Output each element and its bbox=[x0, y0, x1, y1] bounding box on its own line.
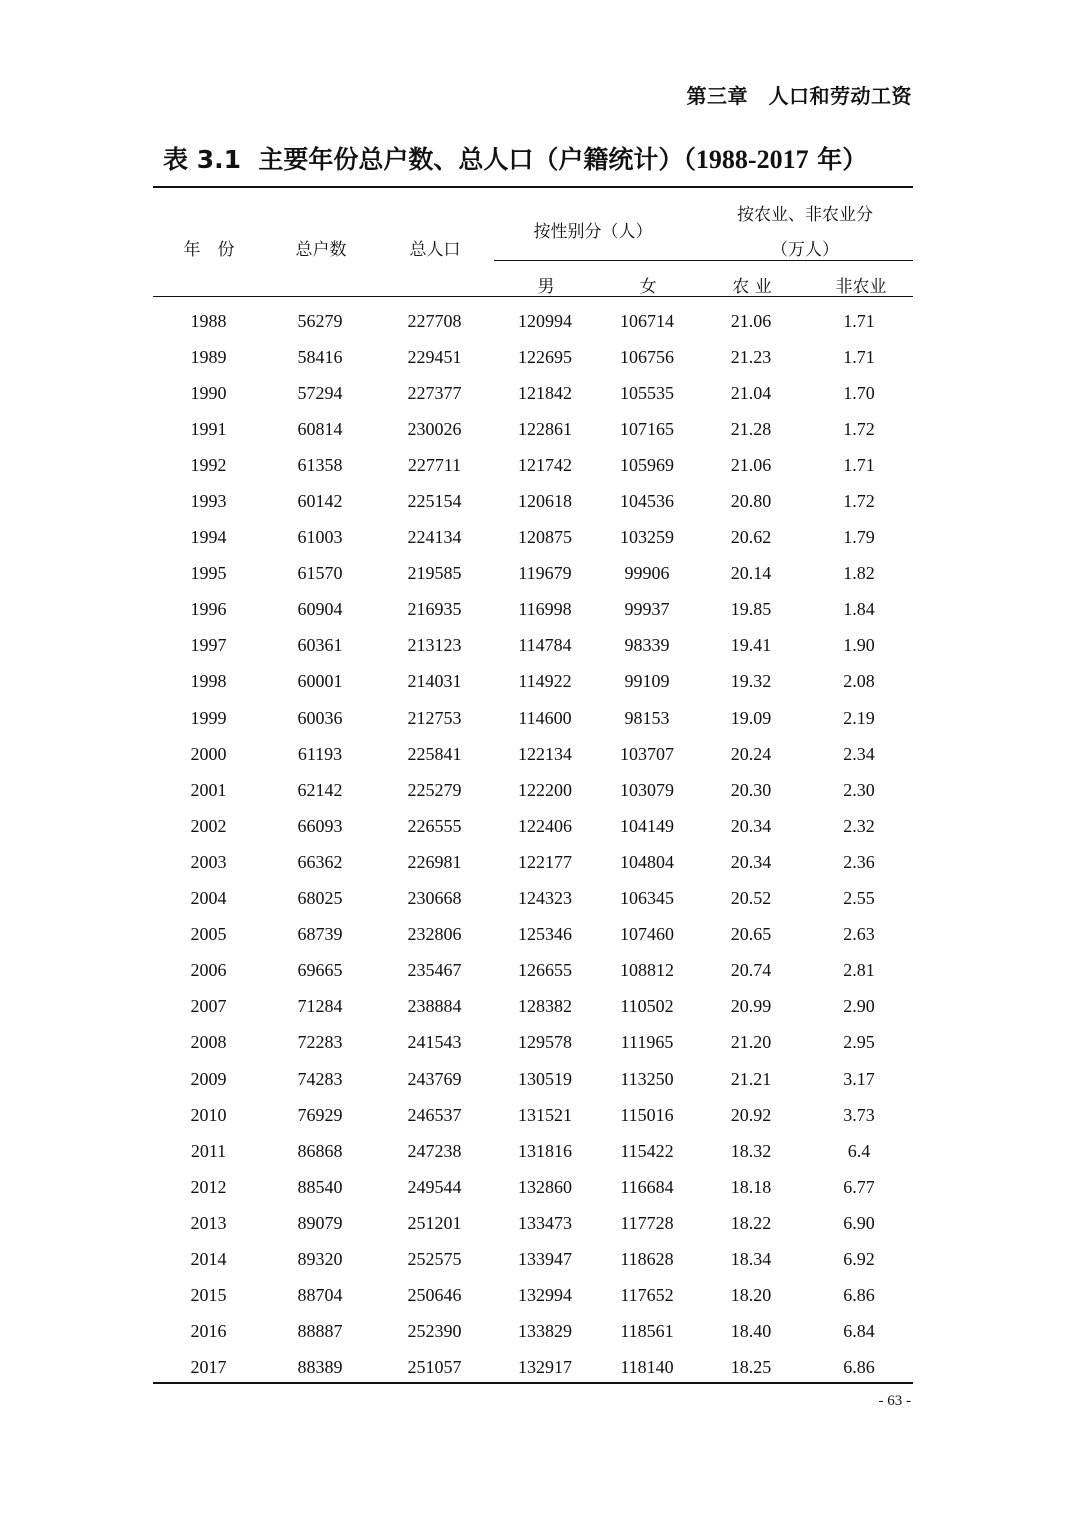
households-cell: 66093 bbox=[297, 815, 343, 836]
population-cell: 225154 bbox=[407, 491, 462, 512]
non-agri-cell: 1.82 bbox=[843, 563, 875, 584]
female-cell: 107460 bbox=[620, 924, 674, 945]
year-cell: 2014 bbox=[190, 1248, 227, 1269]
agri-cell: 21.04 bbox=[730, 382, 772, 403]
agri-cell: 20.52 bbox=[730, 888, 772, 909]
population-cell: 232806 bbox=[407, 924, 462, 945]
year-cell: 2002 bbox=[190, 815, 227, 836]
male-cell: 132860 bbox=[518, 1176, 572, 1197]
male-cell: 120875 bbox=[518, 527, 572, 548]
non-agri-cell: 6.92 bbox=[843, 1248, 875, 1269]
year-cell: 2010 bbox=[190, 1104, 227, 1125]
year-cell: 1992 bbox=[190, 454, 227, 475]
male-cell: 124323 bbox=[518, 888, 572, 909]
non-agri-cell: 6.90 bbox=[843, 1212, 875, 1233]
male-cell: 122861 bbox=[518, 418, 572, 439]
year-cell: 2004 bbox=[190, 888, 227, 909]
population-cell: 225841 bbox=[407, 743, 462, 764]
male-cell: 121842 bbox=[518, 382, 572, 403]
table-row bbox=[153, 520, 913, 556]
agri-cell: 21.06 bbox=[730, 310, 772, 331]
population-cell: 249544 bbox=[407, 1176, 462, 1197]
year-cell: 2009 bbox=[190, 1068, 227, 1089]
non-agri-cell: 2.08 bbox=[843, 671, 875, 692]
male-cell: 128382 bbox=[518, 996, 572, 1017]
population-cell: 230668 bbox=[407, 888, 462, 909]
households-cell: 86868 bbox=[297, 1140, 343, 1161]
year-cell: 2015 bbox=[190, 1285, 227, 1306]
non-agri-cell: 6.86 bbox=[843, 1285, 875, 1306]
population-cell: 252390 bbox=[407, 1321, 462, 1342]
table-row bbox=[153, 1278, 913, 1314]
population-cell: 214031 bbox=[407, 671, 462, 692]
households-cell: 62142 bbox=[297, 779, 343, 800]
table-row bbox=[153, 953, 913, 989]
male-cell: 114922 bbox=[518, 671, 572, 692]
population-cell: 212753 bbox=[407, 707, 462, 728]
non-agri-cell: 1.79 bbox=[843, 527, 875, 548]
agri-cell: 21.23 bbox=[730, 346, 772, 367]
chapter-header: 第三章 人口和劳动工资 bbox=[686, 84, 912, 108]
table-row bbox=[153, 1133, 913, 1169]
households-cell: 68025 bbox=[297, 888, 343, 909]
table-row bbox=[153, 989, 913, 1025]
population-cell: 238884 bbox=[407, 996, 462, 1017]
header-sub-rule bbox=[494, 260, 913, 261]
population-cell: 229451 bbox=[407, 346, 462, 367]
agri-cell: 19.41 bbox=[730, 635, 772, 656]
non-agri-cell: 2.19 bbox=[843, 707, 875, 728]
agri-cell: 18.18 bbox=[730, 1176, 772, 1197]
header-population: 总人口 bbox=[409, 240, 461, 260]
agri-cell: 18.40 bbox=[730, 1321, 772, 1342]
female-cell: 111965 bbox=[620, 1032, 674, 1053]
header-non-agri: 非农业 bbox=[835, 277, 887, 297]
population-cell: 230026 bbox=[407, 418, 462, 439]
population-cell: 235467 bbox=[407, 960, 462, 981]
households-cell: 61003 bbox=[297, 527, 343, 548]
non-agri-cell: 6.4 bbox=[847, 1140, 871, 1161]
male-cell: 133829 bbox=[518, 1321, 572, 1342]
non-agri-cell: 1.84 bbox=[843, 599, 875, 620]
table-row bbox=[153, 1205, 913, 1241]
population-table bbox=[153, 303, 913, 1386]
table-row bbox=[153, 772, 913, 808]
non-agri-cell: 2.63 bbox=[843, 924, 875, 945]
year-cell: 1994 bbox=[190, 527, 227, 548]
population-cell: 246537 bbox=[407, 1104, 462, 1125]
male-cell: 122406 bbox=[518, 815, 572, 836]
population-cell: 247238 bbox=[407, 1140, 462, 1161]
agri-cell: 20.92 bbox=[730, 1104, 772, 1125]
table-title-prefix: 表 3.1 主要年份总户数、总人口（户籍统计）（ bbox=[163, 145, 696, 174]
households-cell: 88704 bbox=[297, 1285, 343, 1306]
agri-cell: 20.34 bbox=[730, 815, 772, 836]
population-cell: 216935 bbox=[407, 599, 462, 620]
table-row bbox=[153, 1169, 913, 1205]
agri-cell: 21.20 bbox=[730, 1032, 772, 1053]
male-cell: 129578 bbox=[518, 1032, 572, 1053]
female-cell: 105535 bbox=[620, 382, 674, 403]
population-cell: 252575 bbox=[407, 1248, 462, 1269]
agri-cell: 20.65 bbox=[730, 924, 772, 945]
households-cell: 60814 bbox=[297, 418, 343, 439]
agri-cell: 20.62 bbox=[730, 527, 772, 548]
table-row bbox=[153, 483, 913, 519]
population-cell: 213123 bbox=[407, 635, 462, 656]
table-row bbox=[153, 411, 913, 447]
non-agri-cell: 2.55 bbox=[843, 888, 875, 909]
table-row bbox=[153, 1061, 913, 1097]
agri-cell: 20.99 bbox=[730, 996, 772, 1017]
table-row bbox=[153, 375, 913, 411]
non-agri-cell: 1.72 bbox=[843, 418, 875, 439]
male-cell: 122134 bbox=[518, 743, 572, 764]
agri-cell: 18.34 bbox=[730, 1248, 772, 1269]
households-cell: 60036 bbox=[297, 707, 343, 728]
table-row bbox=[153, 628, 913, 664]
page-number: - 63 - bbox=[878, 1393, 911, 1409]
non-agri-cell: 2.32 bbox=[843, 815, 875, 836]
population-cell: 243769 bbox=[407, 1068, 462, 1089]
female-cell: 103079 bbox=[620, 779, 674, 800]
population-cell: 225279 bbox=[407, 779, 462, 800]
male-cell: 126655 bbox=[518, 960, 572, 981]
year-cell: 1995 bbox=[190, 563, 227, 584]
year-cell: 2008 bbox=[190, 1032, 227, 1053]
table-row bbox=[153, 917, 913, 953]
year-cell: 2012 bbox=[190, 1176, 227, 1197]
female-cell: 117652 bbox=[620, 1285, 674, 1306]
female-cell: 106756 bbox=[620, 346, 674, 367]
non-agri-cell: 3.73 bbox=[843, 1104, 875, 1125]
male-cell: 125346 bbox=[518, 924, 572, 945]
population-cell: 226555 bbox=[407, 815, 462, 836]
non-agri-cell: 1.72 bbox=[843, 491, 875, 512]
table-title-suffix: 年） bbox=[808, 145, 868, 174]
households-cell: 61570 bbox=[297, 563, 343, 584]
male-cell: 120618 bbox=[518, 491, 572, 512]
agri-cell: 19.32 bbox=[730, 671, 772, 692]
header-by-sex: 按性别分（人） bbox=[533, 222, 653, 242]
agri-cell: 20.74 bbox=[730, 960, 772, 981]
agri-cell: 20.34 bbox=[730, 851, 772, 872]
agri-cell: 18.25 bbox=[730, 1357, 772, 1378]
households-cell: 61358 bbox=[297, 454, 343, 475]
households-cell: 61193 bbox=[297, 743, 343, 764]
households-cell: 88887 bbox=[297, 1321, 343, 1342]
table-top-rule bbox=[153, 186, 913, 188]
year-cell: 2016 bbox=[190, 1321, 227, 1342]
households-cell: 57294 bbox=[297, 382, 343, 403]
header-by-agri-line1: 按农业、非农业分 bbox=[737, 205, 873, 225]
year-cell: 2011 bbox=[190, 1140, 227, 1161]
male-cell: 132917 bbox=[518, 1357, 572, 1378]
year-cell: 2000 bbox=[190, 743, 227, 764]
population-cell: 250646 bbox=[407, 1285, 462, 1306]
non-agri-cell: 2.81 bbox=[843, 960, 875, 981]
female-cell: 110502 bbox=[620, 996, 674, 1017]
agri-cell: 20.80 bbox=[730, 491, 772, 512]
table-row bbox=[153, 1241, 913, 1277]
female-cell: 106714 bbox=[620, 310, 674, 331]
year-cell: 2013 bbox=[190, 1212, 227, 1233]
male-cell: 119679 bbox=[518, 563, 572, 584]
population-cell: 227711 bbox=[407, 454, 462, 475]
population-cell: 224134 bbox=[407, 527, 462, 548]
households-cell: 60904 bbox=[297, 599, 343, 620]
table-row bbox=[153, 339, 913, 375]
header-male: 男 bbox=[537, 277, 555, 297]
male-cell: 130519 bbox=[518, 1068, 572, 1089]
year-cell: 1990 bbox=[190, 382, 227, 403]
year-cell: 2005 bbox=[190, 924, 227, 945]
year-cell: 2006 bbox=[190, 960, 227, 981]
non-agri-cell: 2.90 bbox=[843, 996, 875, 1017]
table-row bbox=[153, 303, 913, 339]
households-cell: 76929 bbox=[297, 1104, 343, 1125]
households-cell: 89079 bbox=[297, 1212, 343, 1233]
male-cell: 121742 bbox=[518, 454, 572, 475]
year-cell: 1996 bbox=[190, 599, 227, 620]
year-cell: 1997 bbox=[190, 635, 227, 656]
year-cell: 1993 bbox=[190, 491, 227, 512]
male-cell: 131521 bbox=[518, 1104, 572, 1125]
table-row bbox=[153, 592, 913, 628]
population-cell: 226981 bbox=[407, 851, 462, 872]
population-cell: 219585 bbox=[407, 563, 462, 584]
year-cell: 1991 bbox=[190, 418, 227, 439]
agri-cell: 21.28 bbox=[730, 418, 772, 439]
female-cell: 99937 bbox=[624, 599, 670, 620]
female-cell: 117728 bbox=[620, 1212, 674, 1233]
year-cell: 2007 bbox=[190, 996, 227, 1017]
year-cell: 2017 bbox=[190, 1357, 227, 1378]
non-agri-cell: 1.90 bbox=[843, 635, 875, 656]
female-cell: 105969 bbox=[620, 454, 674, 475]
female-cell: 106345 bbox=[620, 888, 674, 909]
table-row bbox=[153, 447, 913, 483]
table-row bbox=[153, 808, 913, 844]
agri-cell: 18.32 bbox=[730, 1140, 772, 1161]
female-cell: 108812 bbox=[620, 960, 674, 981]
agri-cell: 20.30 bbox=[730, 779, 772, 800]
agri-cell: 19.85 bbox=[730, 599, 772, 620]
header-by-agri-line2: （万人） bbox=[771, 240, 839, 260]
female-cell: 98339 bbox=[624, 635, 670, 656]
non-agri-cell: 1.71 bbox=[843, 454, 875, 475]
male-cell: 114600 bbox=[518, 707, 572, 728]
non-agri-cell: 2.34 bbox=[843, 743, 875, 764]
population-cell: 251057 bbox=[407, 1357, 462, 1378]
households-cell: 56279 bbox=[297, 310, 343, 331]
female-cell: 116684 bbox=[620, 1176, 674, 1197]
non-agri-cell: 2.30 bbox=[843, 779, 875, 800]
table-row bbox=[153, 700, 913, 736]
female-cell: 115016 bbox=[620, 1104, 674, 1125]
non-agri-cell: 6.77 bbox=[843, 1176, 875, 1197]
non-agri-cell: 6.84 bbox=[843, 1321, 875, 1342]
households-cell: 58416 bbox=[297, 346, 343, 367]
male-cell: 133473 bbox=[518, 1212, 572, 1233]
non-agri-cell: 1.70 bbox=[843, 382, 875, 403]
households-cell: 88540 bbox=[297, 1176, 343, 1197]
table-row bbox=[153, 664, 913, 700]
table-row bbox=[153, 1025, 913, 1061]
male-cell: 122695 bbox=[518, 346, 572, 367]
table-row bbox=[153, 556, 913, 592]
population-cell: 241543 bbox=[407, 1032, 462, 1053]
male-cell: 122200 bbox=[518, 779, 572, 800]
non-agri-cell: 2.95 bbox=[843, 1032, 875, 1053]
male-cell: 132994 bbox=[518, 1285, 572, 1306]
population-cell: 251201 bbox=[407, 1212, 462, 1233]
table-body bbox=[153, 303, 913, 1386]
female-cell: 113250 bbox=[620, 1068, 674, 1089]
year-cell: 2003 bbox=[190, 851, 227, 872]
agri-cell: 19.09 bbox=[730, 707, 772, 728]
households-cell: 72283 bbox=[297, 1032, 343, 1053]
year-cell: 1998 bbox=[190, 671, 227, 692]
header-year: 年 份 bbox=[183, 240, 235, 260]
households-cell: 66362 bbox=[297, 851, 343, 872]
non-agri-cell: 2.36 bbox=[843, 851, 875, 872]
non-agri-cell: 6.86 bbox=[843, 1357, 875, 1378]
table-row bbox=[153, 1314, 913, 1350]
year-cell: 1989 bbox=[190, 346, 227, 367]
male-cell: 122177 bbox=[518, 851, 572, 872]
female-cell: 103707 bbox=[620, 743, 674, 764]
agri-cell: 18.22 bbox=[730, 1212, 772, 1233]
households-cell: 60001 bbox=[297, 671, 343, 692]
non-agri-cell: 3.17 bbox=[843, 1068, 875, 1089]
table-row bbox=[153, 736, 913, 772]
non-agri-cell: 1.71 bbox=[843, 346, 875, 367]
population-cell: 227377 bbox=[407, 382, 462, 403]
table-row bbox=[153, 1350, 913, 1386]
header-female: 女 bbox=[639, 277, 657, 297]
female-cell: 99109 bbox=[624, 671, 670, 692]
female-cell: 118628 bbox=[620, 1248, 674, 1269]
female-cell: 104536 bbox=[620, 491, 674, 512]
male-cell: 131816 bbox=[518, 1140, 572, 1161]
population-cell: 227708 bbox=[407, 310, 462, 331]
header-bottom-rule bbox=[153, 296, 913, 297]
households-cell: 89320 bbox=[297, 1248, 343, 1269]
households-cell: 69665 bbox=[297, 960, 343, 981]
table-row bbox=[153, 1097, 913, 1133]
agri-cell: 20.14 bbox=[730, 563, 772, 584]
year-cell: 2001 bbox=[190, 779, 227, 800]
male-cell: 120994 bbox=[518, 310, 572, 331]
agri-cell: 21.06 bbox=[730, 454, 772, 475]
female-cell: 104804 bbox=[620, 851, 674, 872]
table-row bbox=[153, 844, 913, 880]
agri-cell: 21.21 bbox=[730, 1068, 772, 1089]
households-cell: 60361 bbox=[297, 635, 343, 656]
households-cell: 88389 bbox=[297, 1357, 343, 1378]
table-row bbox=[153, 881, 913, 917]
table-title bbox=[163, 140, 867, 176]
female-cell: 118561 bbox=[620, 1321, 674, 1342]
male-cell: 114784 bbox=[518, 635, 572, 656]
agri-cell: 20.24 bbox=[730, 743, 772, 764]
year-cell: 1999 bbox=[190, 707, 227, 728]
female-cell: 107165 bbox=[620, 418, 674, 439]
households-cell: 71284 bbox=[297, 996, 343, 1017]
header-households: 总户数 bbox=[295, 240, 347, 260]
female-cell: 99906 bbox=[624, 563, 670, 584]
female-cell: 118140 bbox=[620, 1357, 674, 1378]
table-bottom-rule bbox=[153, 1382, 913, 1384]
households-cell: 74283 bbox=[297, 1068, 343, 1089]
male-cell: 133947 bbox=[518, 1248, 572, 1269]
female-cell: 104149 bbox=[620, 815, 674, 836]
female-cell: 115422 bbox=[620, 1140, 674, 1161]
female-cell: 98153 bbox=[624, 707, 670, 728]
non-agri-cell: 1.71 bbox=[843, 310, 875, 331]
female-cell: 103259 bbox=[620, 527, 674, 548]
male-cell: 116998 bbox=[518, 599, 572, 620]
year-cell: 1988 bbox=[190, 310, 227, 331]
agri-cell: 18.20 bbox=[730, 1285, 772, 1306]
table-title-years: 1988-2017 bbox=[695, 145, 809, 174]
header-agri: 农 业 bbox=[732, 277, 772, 297]
households-cell: 68739 bbox=[297, 924, 343, 945]
households-cell: 60142 bbox=[297, 491, 343, 512]
